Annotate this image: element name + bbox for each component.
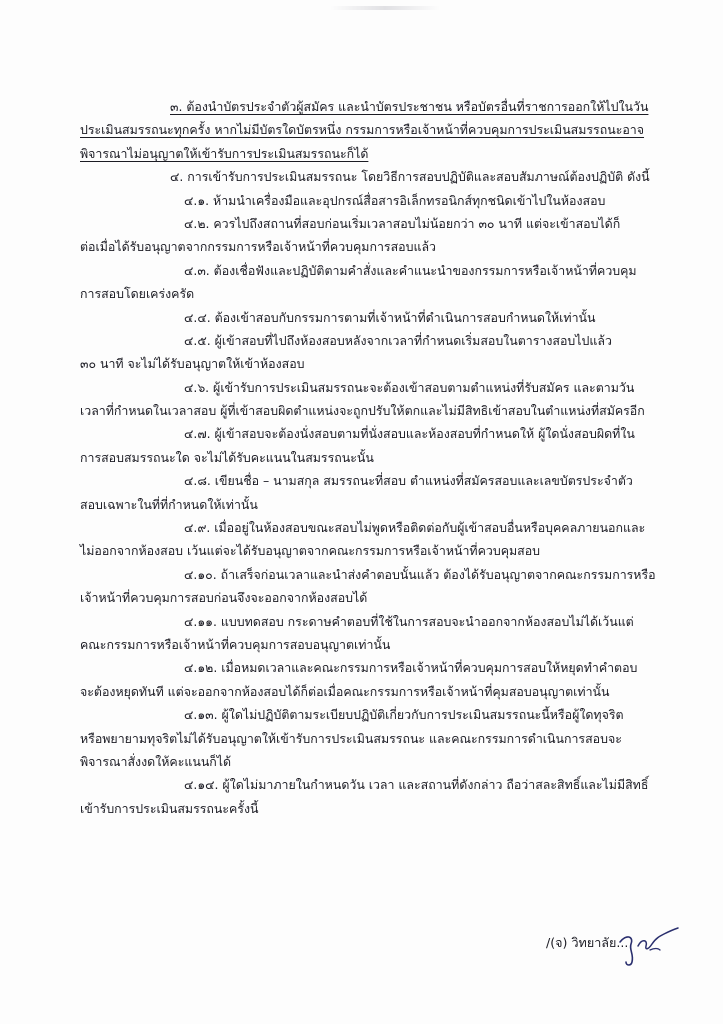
- item-4-4-line-1: ๔.๔. ต้องเข้าสอบกับกรรมการตามที่เจ้าหน้าที่ดำเนินการสอบกำหนดให้เท่านั้น: [184, 309, 596, 325]
- item-4-14-line-2: เข้ารับการประเมินสมรรถนะครั้งนี้: [80, 800, 259, 816]
- item-3-text: พิจารณาไม่อนุญาตให้เข้ารับการประเมินสมรรถนะก็ได้: [80, 145, 369, 161]
- item-4-8-line-2: สอบเฉพาะในที่ที่กำหนดให้เท่านั้น: [80, 496, 258, 512]
- item-4-9-line-1: ๔.๙. เมื่ออยู่ในห้องสอบขณะสอบไม่พูดหรือติดต่อกับผู้เข้าสอบอื่นหรือบุคคลภายนอกและ: [184, 520, 646, 536]
- item-4-heading: ๔. การเข้ารับการประเมินสมรรถนะ โดยวิธีการสอบปฏิบัติและสอบสัมภาษณ์ต้องปฏิบัติ ดังนี้: [170, 169, 650, 185]
- item-4-1-line-1: ๔.๑. ห้ามนำเครื่องมือและอุปกรณ์สื่อสารอิเล็กทรอนิกส์ทุกชนิดเข้าไปในห้องสอบ: [184, 192, 606, 208]
- item-4-2-line-1: ๔.๒. ควรไปถึงสถานที่สอบก่อนเริ่มเวลาสอบไม่น้อยกว่า ๓๐ นาที แต่จะเข้าสอบได้ก็: [184, 215, 621, 231]
- item-3-text: ประเมินสมรรถนะทุกครั้ง หากไม่มีบัตรใดบัตรหนึ่ง กรรมการหรือเจ้าหน้าที่ควบคุมการประเมินสมรรถนะอาจ: [80, 122, 645, 138]
- item-4-14-line-1: ๔.๑๔. ผู้ใดไม่มาภายในกำหนดวัน เวลา และสถานที่ดังกล่าว ถือว่าสละสิทธิ์และไม่มีสิทธิ์: [184, 777, 649, 793]
- document-body: [80, 95, 656, 820]
- item-3-line-1: [80, 95, 650, 118]
- item-4-7-line-1: ๔.๗. ผู้เข้าสอบจะต้องนั่งสอบตามที่นั่งสอบและห้องสอบที่กำหนดให้ ผู้ใดนั่งสอบผิดที่ใน: [184, 426, 635, 442]
- item-4-3-line-1: ๔.๓. ต้องเชื่อฟังและปฏิบัติตามคำสั่งและคำแนะนำของกรรมการหรือเจ้าหน้าที่ควบคุม: [184, 262, 637, 278]
- item-4-6-line-2: เวลาที่กำหนดในเวลาสอบ ผู้ที่เข้าสอบผิดตำแหน่งจะถูกปรับให้ตกและไม่มีสิทธิเข้าสอบในตำแหน่งที่สมัครอีก: [80, 403, 645, 419]
- item-4-12-line-2: จะต้องหยุดทันที แต่จะออกจากห้องสอบได้ก็ต่อเมื่อคณะกรรมการหรือเจ้าหน้าที่คุมสอบอนุญาตเท่านั้น: [80, 683, 610, 699]
- item-4-3-line-2: การสอบโดยเคร่งครัด: [80, 286, 195, 302]
- item-4-10-line-1: ๔.๑๐. ถ้าเสร็จก่อนเวลาและนำส่งคำตอบนั้นแล้ว ต้องได้รับอนุญาตจากคณะกรรมการหรือ: [184, 566, 656, 582]
- item-3-line-3: [80, 142, 650, 165]
- item-4-13-line-1: ๔.๑๓. ผู้ใดไม่ปฏิบัติตามระเบียบปฏิบัติเกี่ยวกับการประเมินสมรรถนะนี้หรือผู้ใดทุจริต: [184, 707, 624, 723]
- item-4-5-line-2: ๓๐ นาที จะไม่ได้รับอนุญาตให้เข้าห้องสอบ: [80, 356, 305, 372]
- item-4-12-line-1: ๔.๑๒. เมื่อหมดเวลาและคณะกรรมการหรือเจ้าหน้าที่ควบคุมการสอบให้หยุดทำคำตอบ: [184, 660, 638, 676]
- item-4-10-line-2: เจ้าหน้าที่ควบคุมการสอบก่อนจึงจะออกจากห้องสอบได้: [80, 590, 368, 606]
- item-4-2-line-2: ต่อเมื่อได้รับอนุญาตจากกรรมการหรือเจ้าหน้าที่ควบคุมการสอบแล้ว: [80, 239, 436, 255]
- item-4-11-line-1: ๔.๑๑. แบบทดสอบ กระดาษคำตอบที่ใช้ในการสอบจะนำออกจากห้องสอบไม่ได้เว้นแต่: [184, 613, 634, 629]
- item-3-line-2: [80, 118, 650, 141]
- scan-artifact: [330, 6, 440, 10]
- item-4-13-line-2: หรือพยายามทุจริตไม่ได้รับอนุญาตให้เข้ารับการประเมินสมรรถนะ และคณะกรรมการดำเนินการสอบจะ: [80, 730, 622, 746]
- item-4-9-line-2: ไม่ออกจากห้องสอบ เว้นแต่จะได้รับอนุญาตจากคณะกรรมการหรือเจ้าหน้าที่ควบคุมสอบ: [80, 543, 541, 559]
- item-4-11-line-2: คณะกรรมการหรือเจ้าหน้าที่ควบคุมการสอบอนุญาตเท่านั้น: [80, 636, 391, 652]
- item-4-6-line-1: ๔.๖. ผู้เข้ารับการประเมินสมรรถนะจะต้องเข้าสอบตามตำแหน่งที่รับสมัคร และตามวัน: [184, 379, 635, 395]
- item-4-8-line-1: ๔.๘. เขียนชื่อ – นามสกุล สมรรถนะที่สอบ ตำแหน่งที่สมัครสอบและเลขบัตรประจำตัว: [184, 473, 633, 489]
- continuation-footer: /(จ) วิทยาลัย...: [546, 935, 629, 950]
- item-4-13-line-3: พิจารณาสั่งงดให้คะแนนก็ได้: [80, 753, 232, 769]
- item-4-7-line-2: การสอบสมรรถนะใด จะไม่ได้รับคะแนนในสมรรถนะนั้น: [80, 449, 374, 465]
- initials-signature: [604, 920, 684, 968]
- item-4-5-line-1: ๔.๕. ผู้เข้าสอบที่ไปถึงห้องสอบหลังจากเวลาที่กำหนดเริ่มสอบในตารางสอบไปแล้ว: [184, 332, 612, 348]
- item-3-text: ๓. ต้องนำบัตรประจำตัวผู้สมัคร และนำบัตรประชาชน หรือบัตรอื่นที่ราชการออกให้ไปในวัน: [170, 99, 649, 114]
